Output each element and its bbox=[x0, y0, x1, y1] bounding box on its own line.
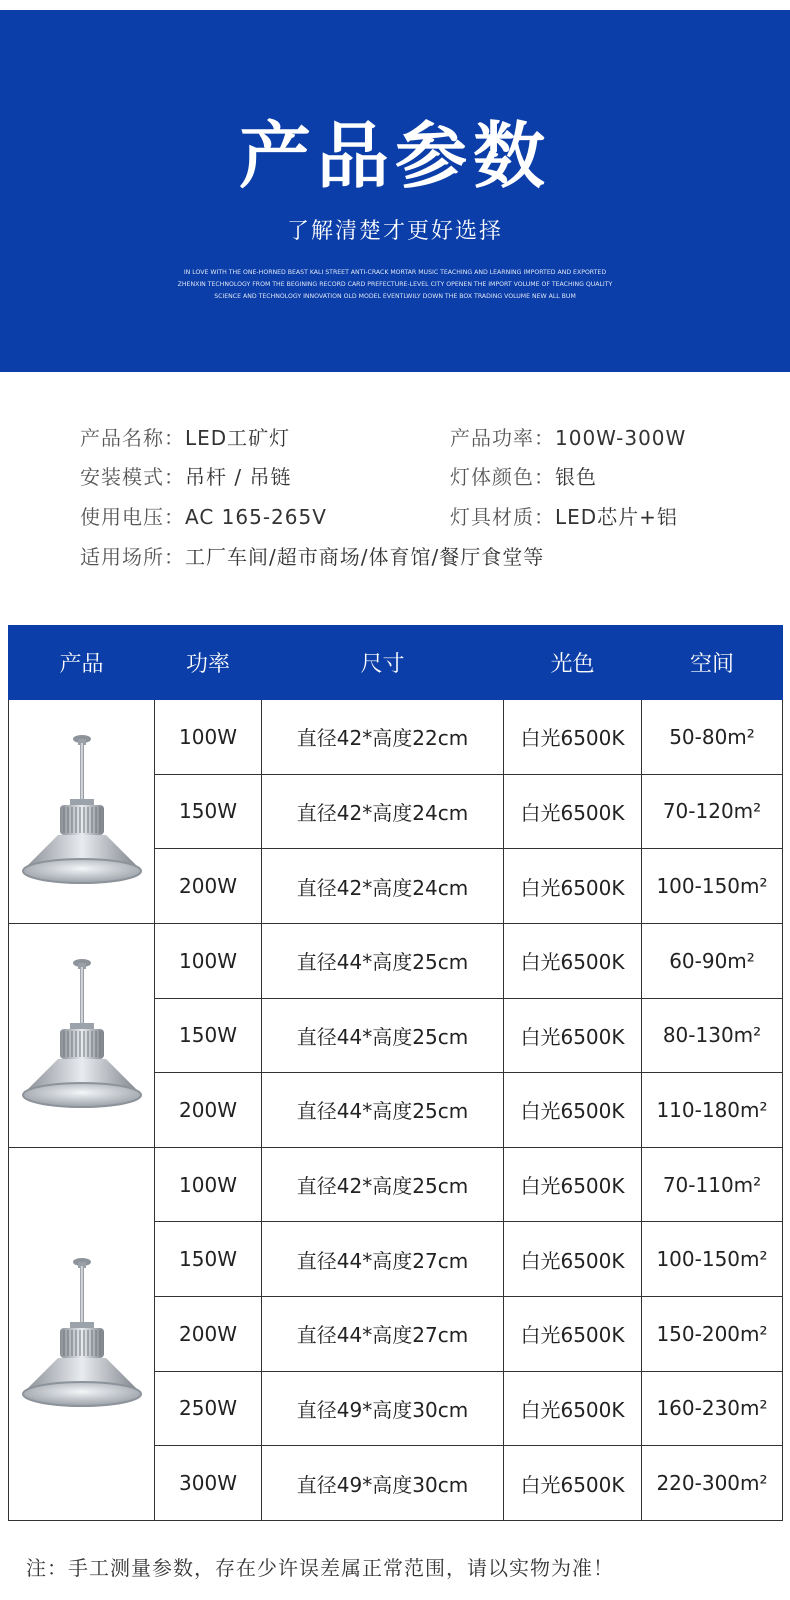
spec-mount-mode bbox=[80, 461, 291, 490]
spec-value: AC 165-265V bbox=[185, 505, 327, 529]
cell-size: 直径42*高度22cm bbox=[262, 700, 504, 775]
cell-size: 直径44*高度25cm bbox=[262, 923, 504, 998]
cell-power: 150W bbox=[155, 1222, 262, 1297]
header-product: 产品 bbox=[9, 626, 155, 700]
parameter-table bbox=[8, 625, 783, 1521]
english-decorative-text: IN LOVE WITH THE ONE-HORNED BEAST KALI STREET ANTI-CRACK MORTAR MUSIC TEACHING AND LEARNING IMPORTED AND EXPORTED ZHENXIN TECHNOLOGY FROM THE BEGINING RECORD CARD PREFECTURE-LEVEL CITY OPENEN THE IMPORT VOLUME OF TEACHING QUALITY SCIENCE AND TECHNOLOGY INNOVATION OLD MODEL EVENTLWILY DOWN THE BOX TRADING VOLUME NEW ALL BUM bbox=[177, 269, 613, 300]
spec-label: 产品功率： bbox=[450, 426, 555, 450]
spec-label: 适用场所： bbox=[80, 545, 185, 569]
cell-power: 300W bbox=[155, 1446, 262, 1521]
cell-size: 直径49*高度30cm bbox=[262, 1446, 504, 1521]
page-title: 产品参数 bbox=[238, 114, 551, 198]
spec-applicable-place bbox=[80, 541, 544, 570]
cell-power: 150W bbox=[155, 998, 262, 1073]
cell-power: 200W bbox=[155, 1073, 262, 1148]
spec-product-name bbox=[80, 422, 290, 451]
spec-label: 使用电压： bbox=[80, 505, 185, 529]
header-light-color: 光色 bbox=[504, 626, 642, 700]
cell-size: 直径49*高度30cm bbox=[262, 1371, 504, 1446]
product-image-cell bbox=[9, 923, 155, 1147]
cell-light-color: 白光6500K bbox=[504, 923, 642, 998]
spec-label: 产品名称： bbox=[80, 426, 185, 450]
cell-light-color: 白光6500K bbox=[504, 1297, 642, 1372]
spec-body-color bbox=[450, 461, 597, 490]
cell-space: 50-80m² bbox=[642, 700, 783, 775]
high-bay-lamp-icon bbox=[18, 1254, 146, 1414]
cell-space: 80-130m² bbox=[642, 998, 783, 1073]
spec-material bbox=[450, 501, 678, 530]
spec-value: 100W-300W bbox=[555, 426, 687, 450]
product-image-cell bbox=[9, 1147, 155, 1520]
table-row bbox=[9, 1147, 783, 1222]
cell-size: 直径42*高度24cm bbox=[262, 849, 504, 924]
cell-power: 200W bbox=[155, 1297, 262, 1372]
spec-label: 灯体颜色： bbox=[450, 465, 555, 489]
page-subtitle: 了解清楚才更好选择 bbox=[286, 219, 503, 244]
cell-light-color: 白光6500K bbox=[504, 998, 642, 1073]
cell-space: 70-110m² bbox=[642, 1147, 783, 1222]
cell-light-color: 白光6500K bbox=[504, 849, 642, 924]
cell-space: 70-120m² bbox=[642, 774, 783, 849]
spec-value: 工厂车间/超市商场/体育馆/餐厅食堂等 bbox=[185, 545, 545, 569]
cell-light-color: 白光6500K bbox=[504, 1147, 642, 1222]
spec-product-power bbox=[450, 422, 686, 451]
cell-light-color: 白光6500K bbox=[504, 700, 642, 775]
measurement-note: 注：手工测量参数，存在少许误差属正常范围，请以实物为准！ bbox=[26, 1556, 614, 1580]
spec-value: LED芯片+铝 bbox=[555, 505, 678, 529]
product-image-cell bbox=[9, 700, 155, 924]
cell-space: 60-90m² bbox=[642, 923, 783, 998]
cell-light-color: 白光6500K bbox=[504, 774, 642, 849]
header-power: 功率 bbox=[155, 626, 262, 700]
cell-power: 100W bbox=[155, 1147, 262, 1222]
cell-space: 220-300m² bbox=[642, 1446, 783, 1521]
cell-space: 150-200m² bbox=[642, 1297, 783, 1372]
cell-power: 250W bbox=[155, 1371, 262, 1446]
cell-power: 150W bbox=[155, 774, 262, 849]
cell-light-color: 白光6500K bbox=[504, 1222, 642, 1297]
cell-power: 100W bbox=[155, 923, 262, 998]
cell-space: 100-150m² bbox=[642, 849, 783, 924]
header-space: 空间 bbox=[642, 626, 783, 700]
cell-space: 100-150m² bbox=[642, 1222, 783, 1297]
cell-size: 直径42*高度24cm bbox=[262, 774, 504, 849]
cell-size: 直径44*高度27cm bbox=[262, 1297, 504, 1372]
table-row bbox=[9, 700, 783, 775]
table-row bbox=[9, 923, 783, 998]
high-bay-lamp-icon bbox=[18, 731, 146, 891]
cell-size: 直径44*高度25cm bbox=[262, 998, 504, 1073]
cell-space: 160-230m² bbox=[642, 1371, 783, 1446]
spec-value: LED工矿灯 bbox=[185, 426, 291, 450]
cell-size: 直径44*高度25cm bbox=[262, 1073, 504, 1148]
cell-power: 100W bbox=[155, 700, 262, 775]
spec-value: 吊杆 / 吊链 bbox=[185, 465, 292, 489]
cell-light-color: 白光6500K bbox=[504, 1371, 642, 1446]
spec-label: 灯具材质： bbox=[450, 505, 555, 529]
cell-light-color: 白光6500K bbox=[504, 1446, 642, 1521]
cell-size: 直径42*高度25cm bbox=[262, 1147, 504, 1222]
table-header-row bbox=[9, 626, 783, 700]
cell-size: 直径44*高度27cm bbox=[262, 1222, 504, 1297]
cell-light-color: 白光6500K bbox=[504, 1073, 642, 1148]
header-size: 尺寸 bbox=[262, 626, 504, 700]
header-banner bbox=[0, 10, 790, 372]
spec-value: 银色 bbox=[555, 465, 597, 489]
spec-label: 安装模式： bbox=[80, 465, 185, 489]
cell-power: 200W bbox=[155, 849, 262, 924]
cell-space: 110-180m² bbox=[642, 1073, 783, 1148]
spec-voltage bbox=[80, 501, 327, 530]
high-bay-lamp-icon bbox=[18, 955, 146, 1115]
